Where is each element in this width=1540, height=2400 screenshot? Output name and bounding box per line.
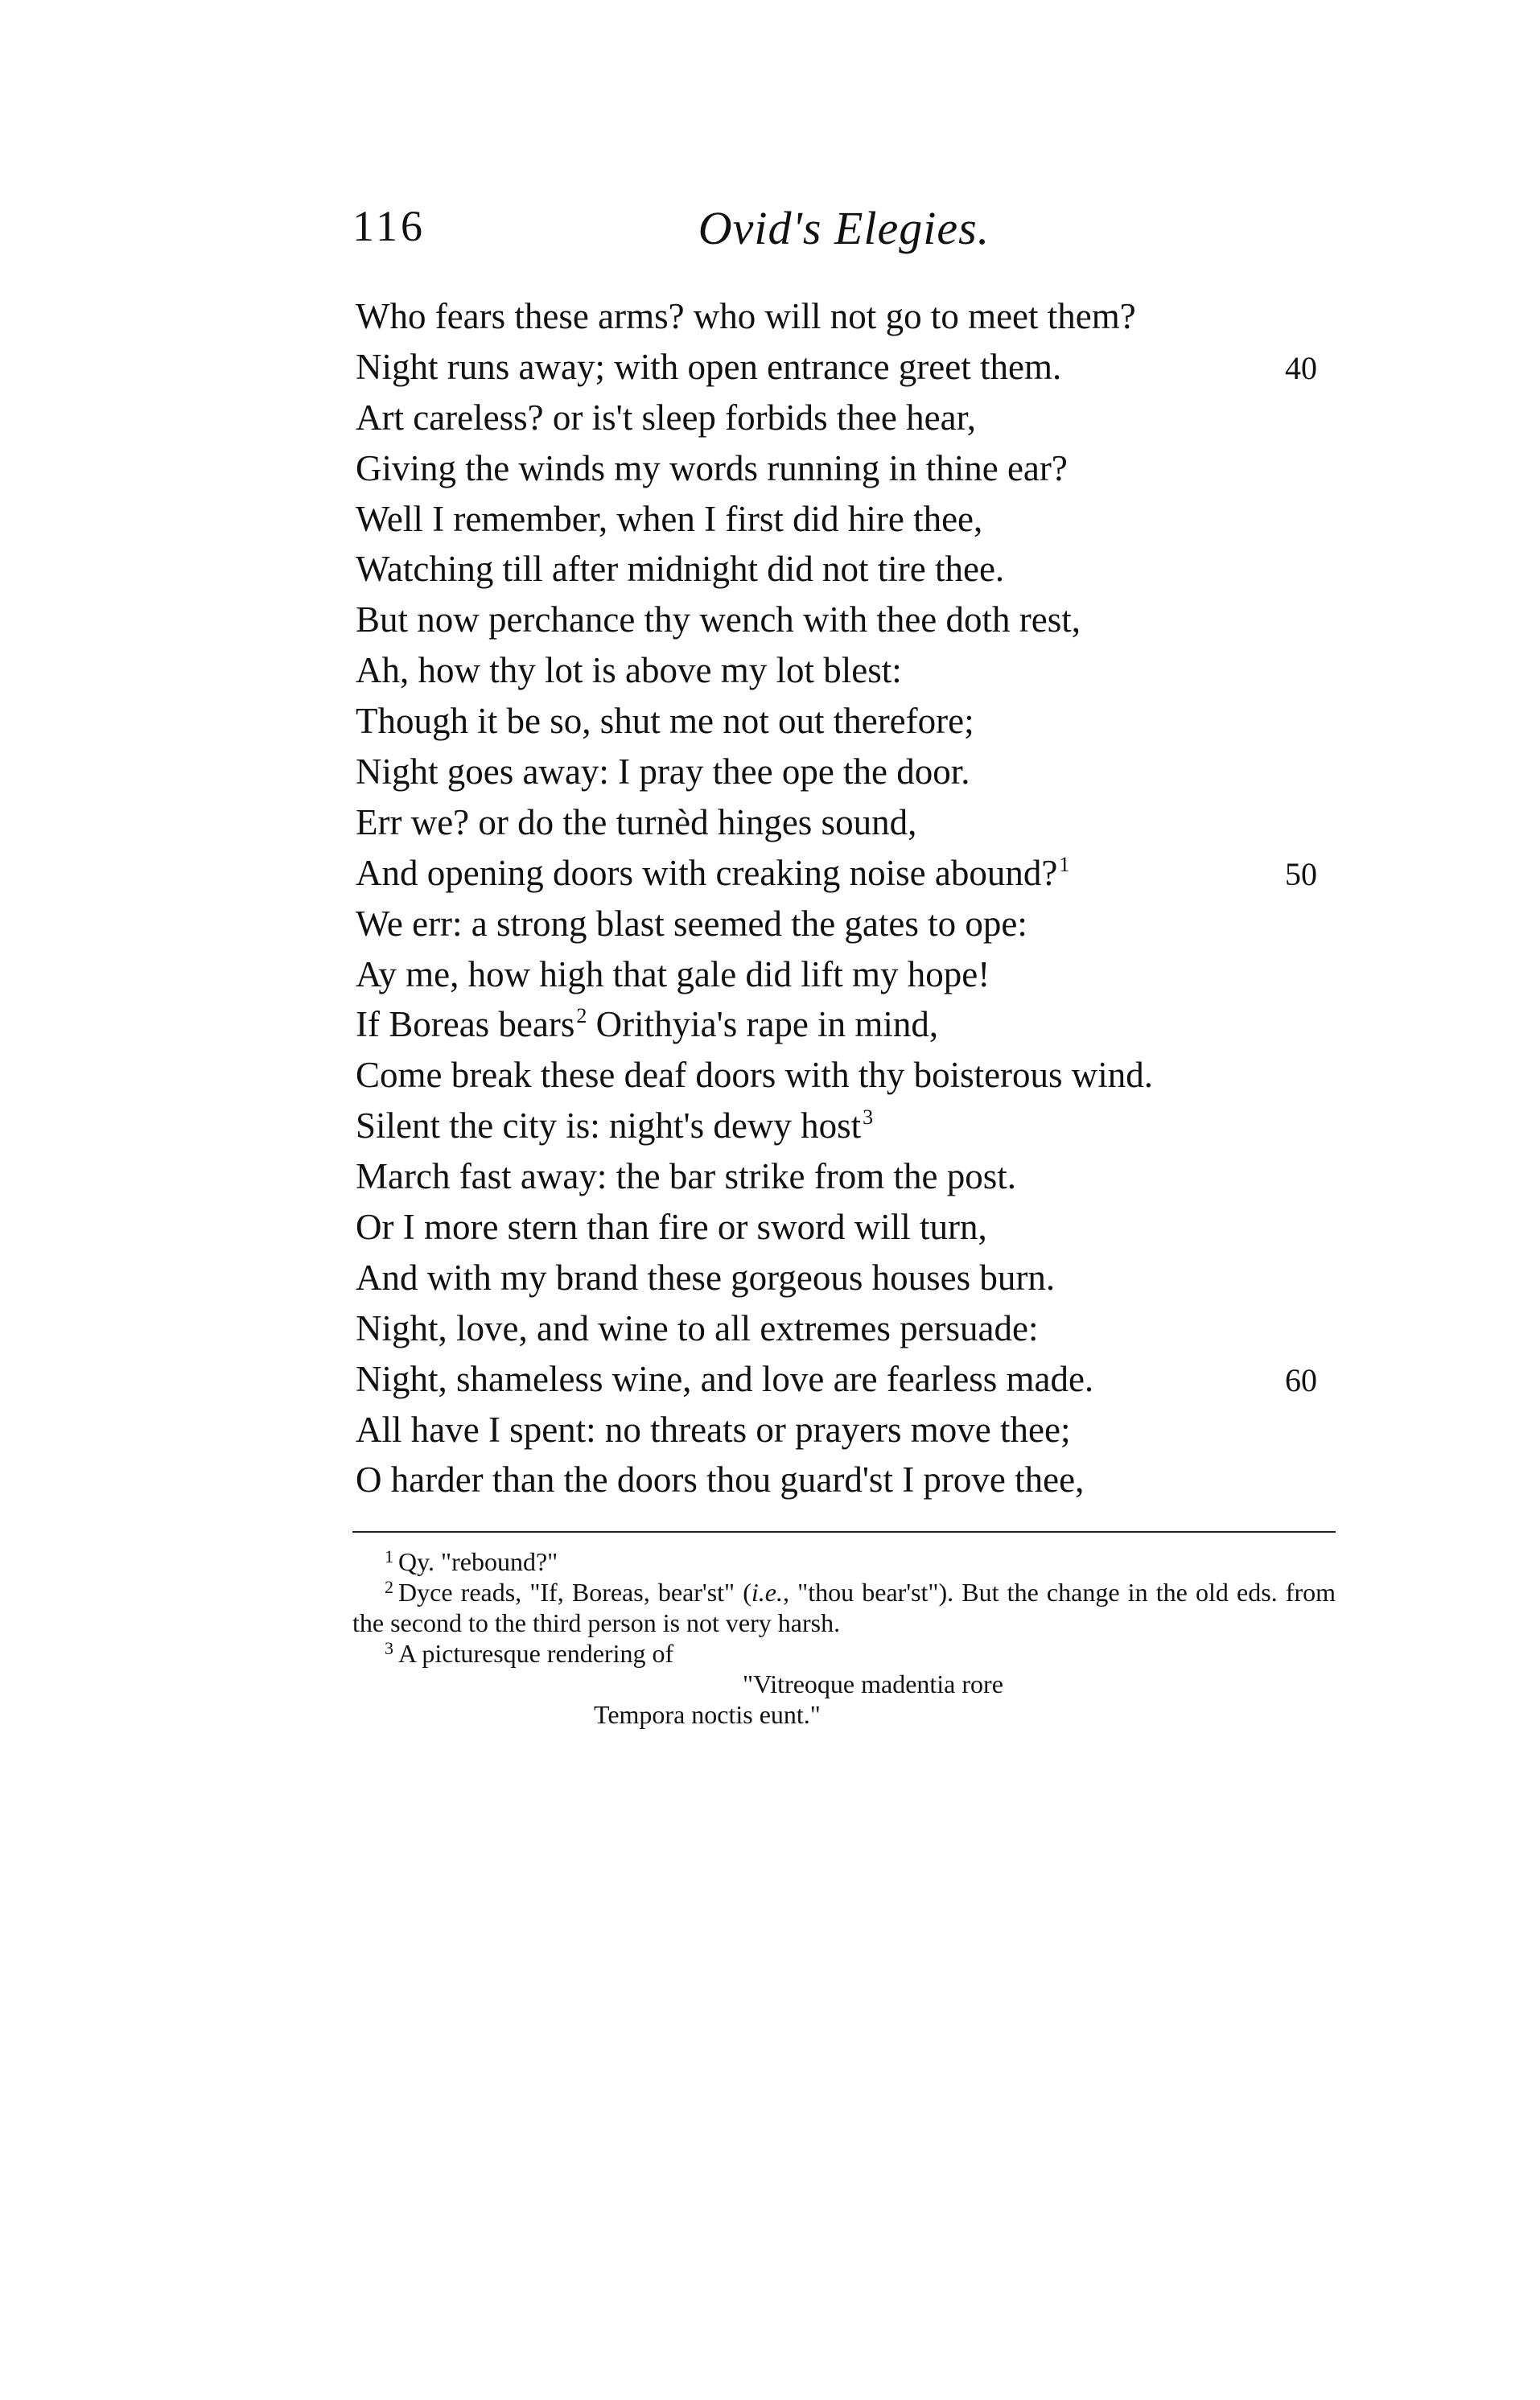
verse-line <box>356 848 1345 899</box>
verse-text: Art careless? or is't sleep forbids thee hear, <box>356 397 976 438</box>
footnote-text: Dyce reads, "If, Boreas, bear'st" ( <box>398 1578 751 1607</box>
verse-line <box>356 1202 1345 1253</box>
verse-text: Giving the winds my words running in thine ear? <box>356 447 1068 488</box>
footnote-reference: 3 <box>863 1105 874 1130</box>
verse-text: If Boreas bears <box>356 1004 575 1045</box>
verse-text: Night runs away; with open entrance greet them. <box>356 346 1062 387</box>
verse-line <box>356 1405 1345 1455</box>
footnote-rule <box>352 1531 1336 1533</box>
verse-line <box>356 1303 1345 1354</box>
page-title: Ovid's Elegies. <box>698 202 990 254</box>
footnote-reference: 1 <box>1059 852 1070 876</box>
verse-text: Though it be so, shut me not out therefore; <box>356 701 974 742</box>
verse-text: Night goes away: I pray thee ope the door. <box>356 751 970 792</box>
verse-text: Night, love, and wine to all extremes persuade: <box>356 1307 1039 1348</box>
verse-text: Ay me, how high that gale did lift my hope! <box>356 953 990 994</box>
verse-line <box>356 1455 1345 1505</box>
verse-text: Ah, how thy lot is above my lot blest: <box>356 650 902 691</box>
verse-text: We err: a strong blast seemed the gates to ope: <box>356 903 1027 944</box>
footnote-italic: i.e. <box>751 1578 783 1607</box>
verse-line <box>356 899 1345 949</box>
verse-text: Night, shameless wine, and love are fearless made. <box>356 1358 1094 1399</box>
poem-text <box>356 291 1345 1505</box>
verse-text: All have I spent: no threats or prayers move thee; <box>356 1409 1071 1450</box>
verse-line <box>356 1101 1345 1151</box>
verse-line <box>356 1354 1345 1405</box>
verse-line <box>356 1253 1345 1303</box>
verse-text: March fast away: the bar strike from the post. <box>356 1156 1016 1197</box>
verse-line <box>356 443 1345 494</box>
verse-text: Come break these deaf doors with thy boisterous wind. <box>356 1055 1154 1096</box>
running-head <box>352 201 1336 257</box>
footnote-3 <box>352 1638 1336 1669</box>
verse-text: Err we? or do the turnèd hinges sound, <box>356 801 917 842</box>
verse-line <box>356 1050 1345 1101</box>
verse-line <box>356 797 1345 848</box>
line-number: 40 <box>1285 349 1317 386</box>
verse-text: But now perchance thy wench with thee doth rest, <box>356 599 1081 640</box>
verse-line <box>356 494 1345 545</box>
verse-line <box>356 645 1345 696</box>
footnote-2 <box>352 1577 1336 1638</box>
verse-text: Orithyia's rape in mind, <box>587 1004 939 1045</box>
verse-line <box>356 1151 1345 1202</box>
footnote-marker: 1 <box>385 1546 393 1566</box>
verse-line <box>356 291 1345 342</box>
footnote-reference: 2 <box>576 1004 587 1028</box>
verse-line <box>356 696 1345 747</box>
footnote-text: Qy. "rebound?" <box>398 1547 558 1576</box>
page-number: 116 <box>352 202 426 250</box>
line-number: 50 <box>1285 855 1317 892</box>
verse-text: Watching till after midnight did not tire thee. <box>356 549 1005 590</box>
footnote-1 <box>352 1546 1336 1577</box>
footnotes <box>352 1546 1336 1730</box>
footnote-quote-line: Tempora noctis eunt." <box>594 1700 821 1729</box>
footnote-marker: 2 <box>385 1577 393 1597</box>
line-number: 60 <box>1285 1361 1317 1398</box>
verse-text: O harder than the doors thou guard'st I prove thee, <box>356 1459 1085 1501</box>
footnote-marker: 3 <box>385 1638 393 1658</box>
verse-text: Who fears these arms? who will not go to meet them? <box>356 296 1136 336</box>
verse-line <box>356 747 1345 797</box>
footnote-quote-line: "Vitreoque madentia rore <box>743 1669 1003 1698</box>
verse-text: And with my brand these gorgeous houses burn. <box>356 1257 1056 1298</box>
verse-text: Or I more stern than fire or sword will turn, <box>356 1207 987 1248</box>
verse-text: Well I remember, when I first did hire thee, <box>356 498 983 539</box>
verse-line <box>356 342 1345 393</box>
verse-text: Silent the city is: night's dewy host <box>356 1105 862 1146</box>
footnote-text: A picturesque rendering of <box>398 1639 674 1668</box>
verse-line <box>356 393 1345 443</box>
footnote-text: , "thou bear'st"). But the change in the old eds. from the second to the third person is not very harsh. <box>352 1578 1336 1637</box>
verse-line <box>356 999 1345 1050</box>
verse-line <box>356 544 1345 595</box>
verse-line <box>356 949 1345 1000</box>
verse-text: And opening doors with creaking noise abound? <box>356 852 1058 893</box>
verse-line <box>356 595 1345 645</box>
